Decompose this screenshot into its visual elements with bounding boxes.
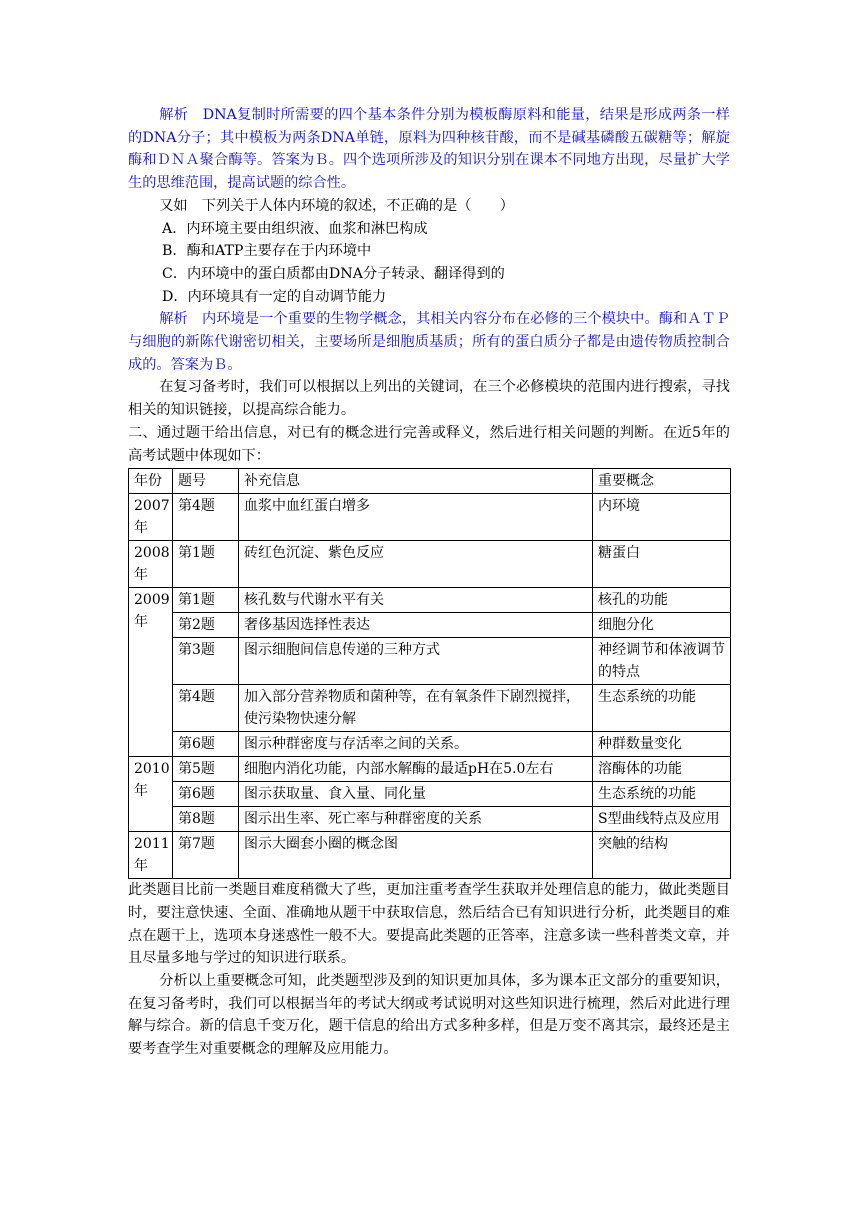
final-paragraph: 分析以上重要概念可知，此类题型涉及到的知识更加具体，多为课本正文部分的重要知识，在复习备考时，我们可以根据当年的考试大纲或考试说明对这些知识进行梳理，然后对此进行理解与综合。新的信息千变万化，题干信息的给出方式多种多样，但是万变不离其宗，最终还是主要考查学生对重要概念的理解及应用能力。: [128, 973, 730, 1058]
year-cell: 2007年: [129, 494, 173, 541]
table-row: [129, 782, 731, 807]
table-row: [129, 588, 731, 613]
info-cell: 奢侈基因选择性表达: [239, 613, 593, 638]
question-number-cell: 第7题: [173, 832, 239, 879]
header-year: 年份: [129, 469, 173, 494]
concept-cell: 突触的结构: [593, 832, 731, 879]
concept-cell: 生态系统的功能: [593, 782, 731, 807]
table-row: [129, 541, 731, 588]
year-cell: 2011年: [129, 832, 173, 879]
option-a: A．内环境主要由组织液、血浆和淋巴构成: [162, 220, 428, 237]
question-number-cell: 第1题: [173, 588, 239, 613]
question-number-cell: 第5题: [173, 757, 239, 782]
concept-cell: S型曲线特点及应用: [593, 807, 731, 832]
question-number-cell: 第4题: [173, 685, 239, 732]
analysis-paragraph-2: 解析 内环境是一个重要的生物学概念，其相关内容分布在必修的三个模块中。酶和ＡＴＰ与细胞的新陈代谢密切相关，主要场所是细胞质基质；所有的蛋白质分子都是由遗传物质控制合成的。答案为Ｂ。: [128, 311, 730, 373]
year-cell: 2009年: [129, 588, 173, 757]
concept-cell: 细胞分化: [593, 613, 731, 638]
concept-cell: 种群数量变化: [593, 732, 731, 757]
concept-cell: 糖蛋白: [593, 541, 731, 588]
concept-cell: 生态系统的功能: [593, 685, 731, 732]
exam-concepts-table: [128, 468, 731, 879]
table-row: [129, 832, 731, 879]
document-page: [128, 104, 730, 1061]
header-supplementary-info: 补充信息: [239, 469, 593, 494]
year-cell: 2008年: [129, 541, 173, 588]
option-c: C．内环境中的蛋白质都由DNA分子转录、翻译得到的: [162, 265, 505, 282]
question-number-cell: 第1题: [173, 541, 239, 588]
concept-cell: 溶酶体的功能: [593, 757, 731, 782]
table-row: [129, 613, 731, 638]
option-d: D．内环境具有一定的自动调节能力: [162, 288, 387, 305]
table-row: [129, 494, 731, 541]
header-question-number: 题号: [173, 469, 239, 494]
info-cell: 图示获取量、食入量、同化量: [239, 782, 593, 807]
concept-cell: 核孔的功能: [593, 588, 731, 613]
option-b: B．酶和ATP主要存在于内环境中: [162, 243, 372, 260]
info-cell: 核孔数与代谢水平有关: [239, 588, 593, 613]
concept-cell: 神经调节和体液调节的特点: [593, 638, 731, 685]
question-number-cell: 第8题: [173, 807, 239, 832]
info-cell: 图示细胞间信息传递的三种方式: [239, 638, 593, 685]
section-two-heading: 二、通过题干给出信息，对已有的概念进行完善或释义，然后进行相关问题的判断。在近5年的高考试题中体现如下：: [128, 424, 730, 464]
question-number-cell: 第3题: [173, 638, 239, 685]
after-table-paragraph: 此类题目比前一类题目难度稍微大了些，更加注重考查学生获取并处理信息的能力，做此类题目时，要注意快速、全面、准确地从题干中获取信息，然后结合已有知识进行分析，此类题目的难点在题干上，选项本身迷惑性一般不大。要提高此类题的正答率，注意多读一些科普类文章，并且尽量多地与学过的知识进行联系。: [128, 882, 730, 967]
question-number-cell: 第6题: [173, 732, 239, 757]
table-row: [129, 757, 731, 782]
analysis-paragraph-1: 解析 DNA复制时所需要的四个基本条件分别为模板酶原料和能量，结果是形成两条一样的DNA分子；其中模板为两条DNA单链，原料为四种核苷酸，而不是碱基磷酸五碳糖等；解旋酶和ＤＮＡ聚合酶等。答案为Ｂ。四个选项所涉及的知识分别在课本不同地方出现，尽量扩大学生的思维范围，提高试题的综合性。: [128, 107, 730, 192]
info-cell: 血浆中血红蛋白增多: [239, 494, 593, 541]
info-cell: 图示种群密度与存活率之间的关系。: [239, 732, 593, 757]
info-cell: 砖红色沉淀、紫色反应: [239, 541, 593, 588]
table-row: [129, 638, 731, 685]
table-row: [129, 732, 731, 757]
question-number-cell: 第4题: [173, 494, 239, 541]
table-row: [129, 685, 731, 732]
question-number-cell: 第6题: [173, 782, 239, 807]
question-stem: 又如 下列关于人体内环境的叙述，不正确的是（ ）: [159, 197, 514, 214]
info-cell: 图示出生率、死亡率与种群密度的关系: [239, 807, 593, 832]
info-cell: 图示大圈套小圈的概念图: [239, 832, 593, 879]
review-paragraph: 在复习备考时，我们可以根据以上列出的关键词，在三个必修模块的范围内进行搜索，寻找相关的知识链接，以提高综合能力。: [128, 379, 730, 419]
question-number-cell: 第2题: [173, 613, 239, 638]
year-cell: 2010年: [129, 757, 173, 832]
table-row: [129, 807, 731, 832]
info-cell: 加入部分营养物质和菌种等，在有氧条件下剧烈搅拌，使污染物快速分解: [239, 685, 593, 732]
info-cell: 细胞内消化功能，内部水解酶的最适pH在5.0左右: [239, 757, 593, 782]
table-header-row: [129, 469, 731, 494]
header-key-concept: 重要概念: [593, 469, 731, 494]
concept-cell: 内环境: [593, 494, 731, 541]
